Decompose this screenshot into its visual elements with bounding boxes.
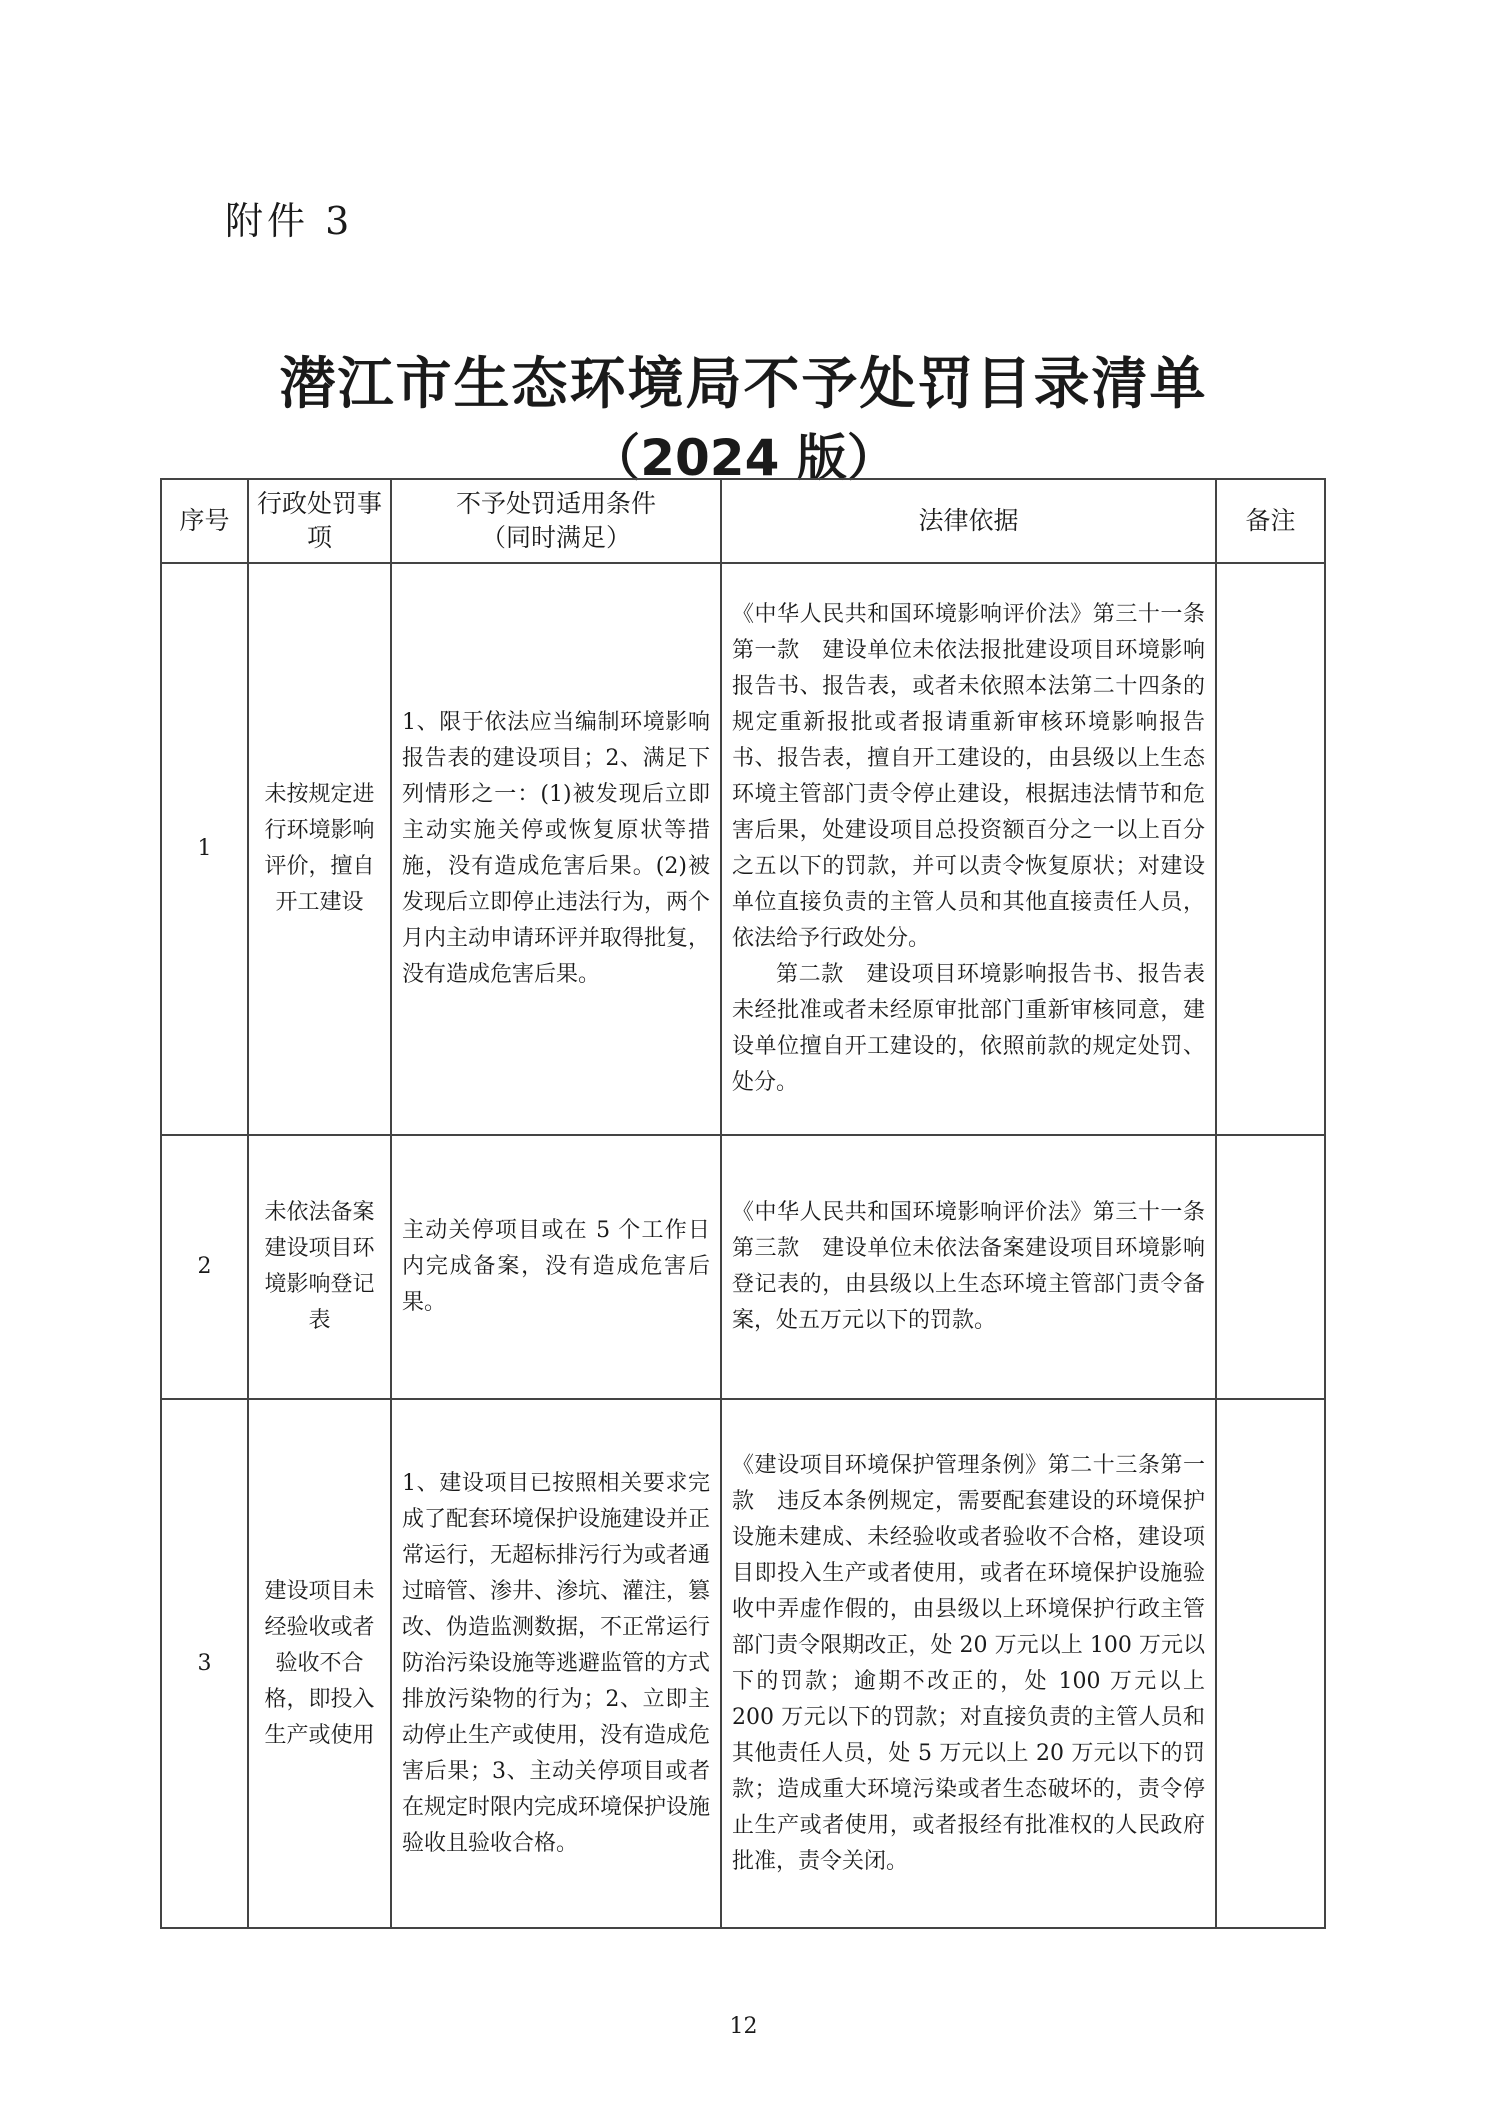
table-header-row — [161, 479, 1325, 563]
row-note — [1216, 563, 1325, 1135]
row-item: 未依法备案建设项目环境影响登记表 — [248, 1135, 391, 1399]
header-seq: 序号 — [161, 479, 248, 563]
row-seq: 1 — [161, 563, 248, 1135]
table-row — [161, 563, 1325, 1135]
row-law — [721, 1399, 1216, 1928]
law-paragraph: 《中华人民共和国环境影响评价法》第三十一条第一款 建设单位未依法报批建设项目环境影响报告书、报告表，或者未依照本法第二十四条的规定重新报批或者报请重新审核环境影响报告书、报告表，擅自开工建设的，由县级以上生态环境主管部门责令停止建设，根据违法情节和危害后果，处建设项目总投资额百分之一以上百分之五以下的罚款，并可以责令恢复原状；对建设单位直接负责的主管人员和其他直接责任人员，依法给予行政处分。 — [732, 602, 1205, 951]
header-condition — [391, 479, 721, 563]
row-item: 建设项目未经验收或者验收不合格，即投入生产或使用 — [248, 1399, 391, 1928]
page-number: 12 — [729, 2014, 758, 2039]
row-note — [1216, 1135, 1325, 1399]
header-note: 备注 — [1216, 479, 1325, 563]
row-note — [1216, 1399, 1325, 1928]
penalty-exemption-table — [160, 478, 1326, 1929]
document-subtitle: （2024 版） — [590, 429, 897, 487]
table-row — [161, 1135, 1325, 1399]
header-condition-line2: （同时满足） — [480, 523, 631, 552]
table-row — [161, 1399, 1325, 1928]
law-paragraph: 《中华人民共和国环境影响评价法》第三十一条第三款 建设单位未依法备案建设项目环境影响登记表的，由县级以上生态环境主管部门责令备案，处五万元以下的罚款。 — [732, 1200, 1205, 1333]
row-law — [721, 563, 1216, 1135]
header-law: 法律依据 — [721, 479, 1216, 563]
header-item: 行政处罚事项 — [248, 479, 391, 563]
document-title: 潜江市生态环境局不予处罚目录清单 — [279, 352, 1208, 417]
law-paragraph: 第二款 建设项目环境影响报告书、报告表未经批准或者未经原审批部门重新审核同意，建设单位擅自开工建设的，依照前款的规定处罚、处分。 — [732, 962, 1205, 1095]
row-condition: 1、限于依法应当编制环境影响报告表的建设项目；2、满足下列情形之一：(1)被发现后立即主动实施关停或恢复原状等措施，没有造成危害后果。(2)被发现后立即停止违法行为，两个月内主动申请环评并取得批复，没有造成危害后果。 — [391, 563, 721, 1135]
row-seq: 3 — [161, 1399, 248, 1928]
row-law — [721, 1135, 1216, 1399]
row-item: 未按规定进行环境影响评价，擅自开工建设 — [248, 563, 391, 1135]
row-condition: 1、建设项目已按照相关要求完成了配套环境保护设施建设并正常运行，无超标排污行为或者通过暗管、渗井、渗坑、灌注，篡改、伪造监测数据，不正常运行防治污染设施等逃避监管的方式排放污染物的行为；2、立即主动停止生产或使用，没有造成危害后果；3、主动关停项目或者在规定时限内完成环境保护设施验收且验收合格。 — [391, 1399, 721, 1928]
law-paragraph: 《建设项目环境保护管理条例》第二十三条第一款 违反本条例规定，需要配套建设的环境保护设施未建成、未经验收或者验收不合格，建设项目即投入生产或者使用，或者在环境保护设施验收中弄虚作假的，由县级以上环境保护行政主管部门责令限期改正，处 20 万元以上 100 万元以下的罚款；逾期不改正的，处 100 万元以上 200 万元以下的罚款；对直接负责的主管人员和其他责任人员，处 5 万元以上 20 万元以下的罚款；造成重大环境污染或者生态破坏的，责令停止生产或者使用，或者报经有批准权的人民政府批准，责令关闭。 — [732, 1452, 1205, 1874]
row-condition: 主动关停项目或在 5 个工作日内完成备案，没有造成危害后果。 — [391, 1135, 721, 1399]
attachment-label: 附件 3 — [225, 199, 354, 243]
row-seq: 2 — [161, 1135, 248, 1399]
header-condition-line1: 不予处罚适用条件 — [455, 489, 656, 518]
